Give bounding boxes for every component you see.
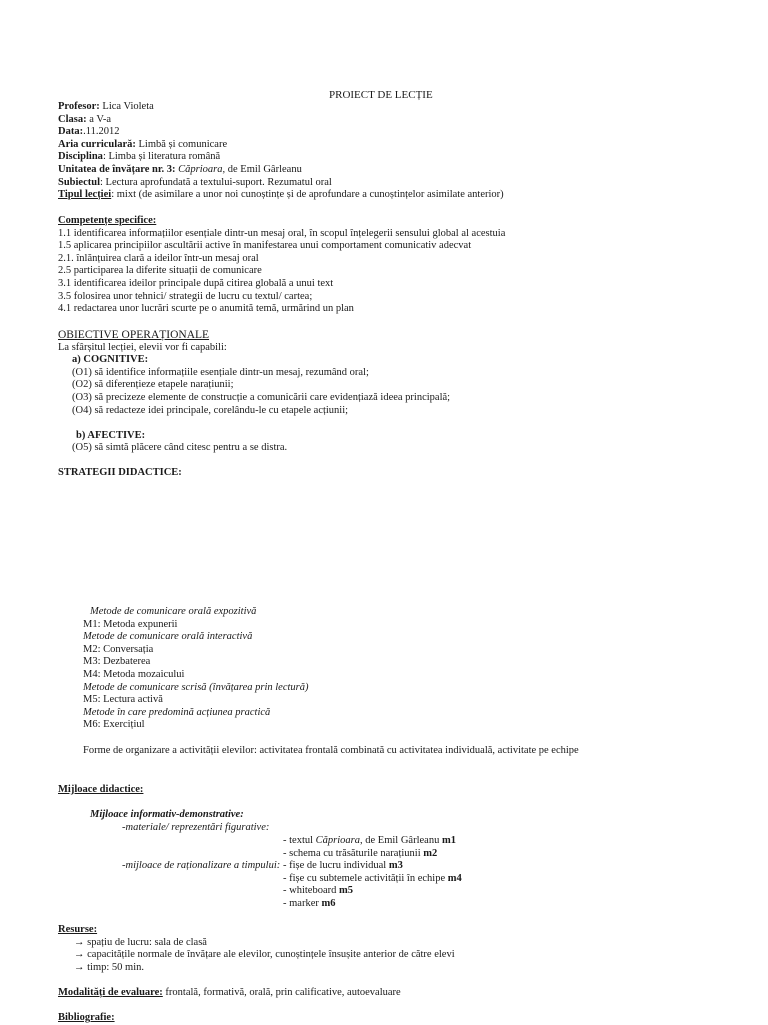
forme-organizare: Forme de organizare a activității elevilor: activitatea frontală combinată cu activitatea individuală, activitate pe echipe [83, 744, 579, 756]
method-item: M4: Metoda mozaicului [83, 668, 185, 680]
mijloc-item: - schema cu trăsăturile narațiunii m2 [283, 847, 438, 859]
method-item: Metode de comunicare orală interactivă [83, 631, 253, 643]
objective-item: (O4) să redacteze idei principale, corelându-le cu etapele acțiunii; [72, 404, 349, 416]
rationalizare-label: -mijloace de raționalizare a timpului: [122, 860, 281, 871]
mijloace-sub-heading: Mijloace informativ-demonstrative: [90, 809, 244, 820]
mijloc-item: - fișe cu subtemele activității în echipe m4 [283, 872, 462, 884]
competenta-item: 4.1 redactarea unor lucrări scurte pe o anumită temă, urmărind un plan [58, 303, 354, 315]
mijloace-items [283, 835, 462, 911]
document-title: PROIECT DE LECȚIE [329, 89, 433, 101]
objective-item: (O2) să diferențieze etapele narațiunii; [72, 379, 234, 391]
methods-list [58, 606, 579, 732]
competente-list [58, 228, 505, 316]
method-item: M5: Lectura activă [83, 694, 163, 706]
method-item: M6: Exercițiul [83, 719, 145, 731]
competenta-item: 3.5 folosirea unor tehnici/ strategii de lucru cu textul/ cartea; [58, 290, 313, 302]
afective-list [58, 442, 450, 455]
method-item: M1: Metoda expunerii [83, 618, 178, 630]
method-item: Metode de comunicare scrisă (învățarea prin lectură) [83, 681, 309, 693]
mijloc-item: - whiteboard m5 [283, 885, 353, 897]
resurse-section [58, 924, 455, 974]
resurse-list [58, 937, 455, 975]
cognitive-list [58, 367, 450, 417]
resursa-item: → spațiu de lucru: sala de clasă [74, 936, 207, 948]
competenta-item: 3.1 identificarea ideilor principale după citirea globală a unui text [58, 277, 334, 289]
objective-item: (O3) să precizeze elemente de construcție a comunicării care evidențiază ideea principală; [72, 391, 451, 403]
profesor-line: Profesor: Lica Violeta [58, 101, 154, 112]
resurse-heading: Resurse: [58, 924, 98, 935]
competente-heading: Competențe specifice: [58, 215, 157, 226]
mijloc-item: - textul Căprioara, de Emil Gârleanu m1 [283, 835, 456, 846]
competenta-item: 1.5 aplicarea principiilor ascultării active în manifestarea unui comportament comunicativ adecvat [58, 240, 472, 252]
bibliografie-line: Bibliografie: [58, 1012, 115, 1023]
competenta-item: 2.5 participarea la diferite situații de comunicare [58, 265, 262, 277]
method-item: M2: Conversația [83, 643, 154, 655]
evaluare-line: Modalități de evaluare: frontală, formativă, orală, prin calificative, autoevaluare [58, 987, 401, 998]
competenta-item: 1.1 identificarea informațiilor esențiale dintr-un mesaj oral, în scopul înțelegerii sensului global al acestuia [58, 227, 506, 239]
mijloc-item: - marker m6 [283, 897, 336, 909]
lesson-header [58, 101, 504, 202]
data-line: Data:.11.2012 [58, 126, 120, 138]
competenta-item: 2.1. înlănțuirea clară a ideilor într-un mesaj oral [58, 252, 259, 264]
cognitive-heading: a) COGNITIVE: [72, 354, 149, 366]
aria-line: Aria curriculară: Limbă și comunicare [58, 138, 228, 150]
mijloc-item: - fișe de lucru individual m3 [283, 860, 403, 872]
tipul-line: Tipul lecției: mixt (de asimilare a unor noi cunoștințe și de aprofundare a cunoștințelor asimilate anterior) [58, 189, 504, 201]
materiale-label: -materiale/ reprezentări figurative: [122, 822, 270, 833]
obiective-intro: La sfârșitul lecției, elevii vor fi capabili: [58, 341, 227, 353]
methods-section [58, 606, 579, 757]
subiectul-line: Subiectul: Lectura aprofundată a textului-suport. Rezumatul oral [58, 176, 332, 188]
method-item: Metode în care predomină acțiunea practică [83, 706, 271, 718]
method-item: M3: Dezbaterea [83, 656, 151, 668]
objective-item: (O1) să identifice informațiile esențiale dintr-un mesaj, rezumând oral; [72, 366, 369, 378]
strategii-section [58, 467, 182, 480]
clasa-line: Clasa: a V-a [58, 113, 112, 125]
obiective-heading: OBIECTIVE OPERAȚIONALE [58, 329, 210, 341]
disciplina-line: Disciplina: Limba și literatura română [58, 151, 221, 163]
strategii-heading: STRATEGII DIDACTICE: [58, 467, 182, 478]
resursa-item: → capacitățile normale de învățare ale elevilor, cunoștințele însușite anterior de către elevi [74, 949, 455, 961]
afective-heading: b) AFECTIVE: [76, 429, 146, 441]
mijloace-section [58, 784, 143, 797]
resursa-item: → timp: 50 min. [74, 961, 145, 973]
obiective-section [58, 329, 450, 455]
method-item: Metode de comunicare orală expozitivă [90, 606, 257, 617]
objective-item: (O5) să simtă plăcere când citesc pentru a se distra. [72, 442, 288, 454]
competente-section [58, 215, 505, 316]
unitatea-line: Unitatea de învățare nr. 3: Căprioara, de Emil Gârleanu [58, 163, 302, 175]
mijloace-heading: Mijloace didactice: [58, 784, 144, 795]
